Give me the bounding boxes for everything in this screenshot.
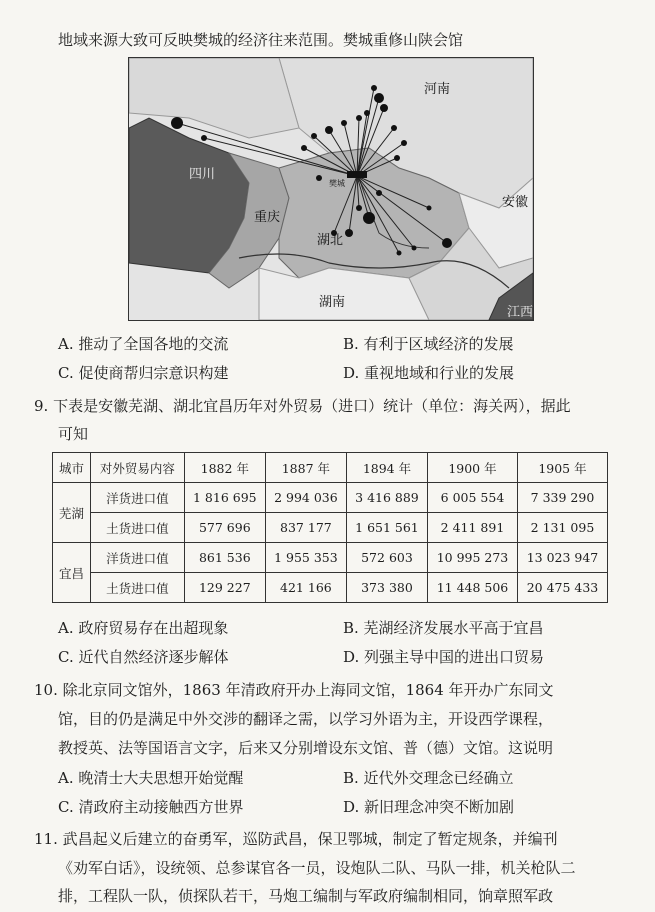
q11-stem-line3: 排，工程队一队，侦探队若干，马炮工编制与军政府编制相同，饷章照军政 (58, 887, 554, 905)
q9-option-c[interactable]: C. 近代自然经济逐步解体 (58, 648, 229, 666)
item-cell: 土货进口值 (90, 513, 184, 543)
table-header: 1900 年 (428, 453, 518, 483)
value-cell: 7 339 290 (517, 483, 607, 513)
label-anhui: 安徽 (502, 195, 529, 210)
q10-stem-line2: 馆，目的仍是满足中外交涉的翻译之需，以学习外语为主，开设西学课程， (58, 710, 554, 728)
q8-option-b[interactable]: B. 有利于区域经济的发展 (343, 335, 514, 353)
q10-stem-line1: 10. 除北京同文馆外，1863 年清政府开办上海同文馆，1864 年开办广东同文 (34, 681, 554, 699)
value-cell: 1 651 561 (346, 513, 427, 543)
label-jiangxi: 江西 (507, 305, 533, 320)
value-cell: 2 411 891 (428, 513, 518, 543)
item-cell: 土货进口值 (90, 573, 184, 603)
table-header: 1887 年 (265, 453, 346, 483)
item-cell: 洋货进口值 (90, 543, 184, 573)
q8-option-a[interactable]: A. 推动了全国各地的交流 (58, 335, 229, 353)
label-sichuan: 四川 (189, 167, 216, 182)
table-header-row (53, 453, 608, 483)
trade-map (128, 57, 534, 321)
table-header: 对外贸易内容 (90, 453, 184, 483)
q11-stem-line1: 11. 武昌起义后建立的奋勇军，巡防武昌，保卫鄂城，制定了暂定规条，并编刊 (34, 830, 558, 848)
q10-option-d[interactable]: D. 新旧理念冲突不断加剧 (343, 798, 515, 816)
item-cell: 洋货进口值 (90, 483, 184, 513)
table-row (53, 483, 608, 513)
value-cell: 2 994 036 (265, 483, 346, 513)
value-cell: 6 005 554 (428, 483, 518, 513)
value-cell: 20 475 433 (517, 573, 607, 603)
map-graphic (129, 58, 533, 320)
table-row (53, 573, 608, 603)
fancheng-hub (347, 171, 367, 178)
table-header: 1894 年 (346, 453, 427, 483)
intro-line: 地域来源大致可反映樊城的经济往来范围。樊城重修山陕会馆 (58, 31, 464, 49)
value-cell: 577 696 (184, 513, 265, 543)
q10-option-a[interactable]: A. 晚清士大夫思想开始觉醒 (58, 769, 244, 787)
trade-table (52, 452, 608, 603)
q9-option-d[interactable]: D. 列强主导中国的进出口贸易 (343, 648, 545, 666)
value-cell: 2 131 095 (517, 513, 607, 543)
q10-option-b[interactable]: B. 近代外交理念已经确立 (343, 769, 514, 787)
value-cell: 13 023 947 (517, 543, 607, 573)
label-henan: 河南 (424, 82, 451, 97)
value-cell: 11 448 506 (428, 573, 518, 603)
table-header: 1905 年 (517, 453, 607, 483)
q8-option-d[interactable]: D. 重视地域和行业的发展 (343, 364, 515, 382)
city-cell: 芜湖 (53, 483, 91, 543)
label-hubei: 湖北 (317, 233, 344, 248)
value-cell: 1 816 695 (184, 483, 265, 513)
q11-stem-line2: 《劝军白话》，设统领、总参谋官各一员，设炮队二队、马队一排，机关枪队二 (58, 859, 576, 877)
table-row (53, 513, 608, 543)
q8-option-c[interactable]: C. 促使商帮归宗意识构建 (58, 364, 229, 382)
value-cell: 837 177 (265, 513, 346, 543)
value-cell: 572 603 (346, 543, 427, 573)
q9-option-a[interactable]: A. 政府贸易存在出超现象 (58, 619, 229, 637)
value-cell: 10 995 273 (428, 543, 518, 573)
value-cell: 421 166 (265, 573, 346, 603)
table-header: 1882 年 (184, 453, 265, 483)
value-cell: 129 227 (184, 573, 265, 603)
q9-stem-line2: 可知 (58, 425, 89, 443)
q9-option-b[interactable]: B. 芜湖经济发展水平高于宜昌 (343, 619, 544, 637)
q10-stem-line3: 教授英、法等国语言文字，后来又分别增设东文馆、普（德）文馆。这说明 (58, 739, 554, 757)
label-hunan: 湖南 (319, 295, 346, 310)
q9-stem-line1: 9. 下表是安徽芜湖、湖北宜昌历年对外贸易（进口）统计（单位：海关两），据此 (34, 397, 571, 415)
city-cell: 宜昌 (53, 543, 91, 603)
value-cell: 861 536 (184, 543, 265, 573)
q10-option-c[interactable]: C. 清政府主动接触西方世界 (58, 798, 244, 816)
label-chongqing: 重庆 (254, 210, 281, 225)
value-cell: 373 380 (346, 573, 427, 603)
table-row (53, 543, 608, 573)
label-fancheng: 樊城 (329, 179, 345, 188)
value-cell: 3 416 889 (346, 483, 427, 513)
table-header: 城市 (53, 453, 91, 483)
value-cell: 1 955 353 (265, 543, 346, 573)
